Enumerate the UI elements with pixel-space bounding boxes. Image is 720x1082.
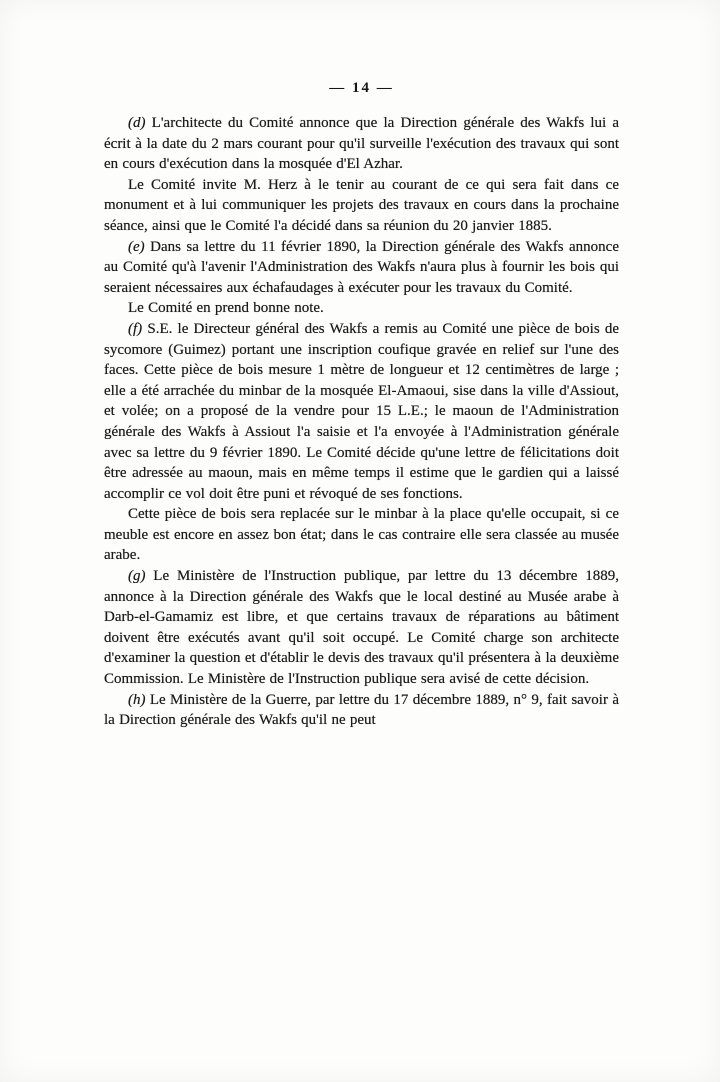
paragraph-text: Le Comité invite M. Herz à le tenir au courant de ce qui sera fait dans ce monument et à lui communiquer les projets des travaux en cours dans la prochaine séance, ainsi que le Comité l'a décidé dans sa réunion du 20 janvier 1885. bbox=[104, 176, 619, 234]
text-block bbox=[104, 80, 619, 731]
paragraph-text: L'architecte du Comité annonce que la Direction générale des Wakfs lui a écrit à la date du 2 mars courant pour qu'il surveille l'exécution des travaux qui sont en cours d'exécution dans la mosquée d'El Azhar. bbox=[104, 115, 619, 173]
paragraph bbox=[104, 566, 619, 690]
paragraph bbox=[104, 298, 619, 319]
paragraph-label: (e) bbox=[128, 238, 145, 255]
paragraph-label: (f) bbox=[128, 320, 143, 337]
page-number: — 14 — bbox=[329, 80, 394, 96]
paragraph-text: Le Comité en prend bonne note. bbox=[128, 300, 324, 317]
paragraph-text: Le Ministère de l'Instruction publique, par lettre du 13 décembre 1889, annonce à la Direction générale des Wakfs que le local destiné au Musée arabe à Darb-el-Gamamiz est libre, et que certains travaux de réparations au bâtiment doivent être exécutés avant qu'il soit occupé. Le Comité charge son architecte d'examiner la question et d'établir le devis des travaux qu'il présentera à la deuxième Commission. Le Ministère de l'Instruction publique sera avisé de cette décision. bbox=[104, 568, 619, 688]
paragraph-label: (h) bbox=[128, 691, 146, 708]
paragraph bbox=[104, 113, 619, 175]
paragraph-text: S.E. le Directeur général des Wakfs a remis au Comité une pièce de bois de sycomore (Guimez) portant une inscription coufique gravée en relief sur l'une des faces. Cette pièce de bois mesure 1 mètre de longueur et 12 centimètres de large ; elle a été arrachée du minbar de la mosquée El-Amaoui, sise dans la ville d'Assiout, et volée; on a proposé de la vendre pour 15 L.E.; le maoun de l'Administration générale des Wakfs à Assiout l'a saisie et l'a envoyée à l'Administration générale avec sa lettre du 9 février 1890. Le Comité décide qu'une lettre de félicitations doit être adressée au maoun, mais en même temps il estime que le gardien qui a laissé accomplir ce vol doit être puni et révoqué de ses fonctions. bbox=[104, 320, 619, 502]
paragraph bbox=[104, 504, 619, 566]
paragraph bbox=[104, 690, 619, 731]
paragraph bbox=[104, 319, 619, 504]
paragraph-text: Le Ministère de la Guerre, par lettre du 17 décembre 1889, n° 9, fait savoir à la Direction générale des Wakfs qu'il ne peut bbox=[104, 691, 619, 729]
paragraph bbox=[104, 237, 619, 299]
paragraph-text: Cette pièce de bois sera replacée sur le minbar à la place qu'elle occupait, si ce meuble est encore en assez bon état; dans le cas contraire elle sera classée au musée arabe. bbox=[104, 506, 619, 564]
paragraph bbox=[104, 175, 619, 237]
paragraph-label: (g) bbox=[128, 568, 146, 585]
paragraph-text: Dans sa lettre du 11 février 1890, la Direction générale des Wakfs annonce au Comité qu'à l'avenir l'Administration des Wakfs n'aura plus à fournir les bois qui seraient nécessaires aux échafaudages à exécuter pour les travaux du Comité. bbox=[104, 238, 619, 296]
paragraph-label: (d) bbox=[128, 115, 146, 131]
